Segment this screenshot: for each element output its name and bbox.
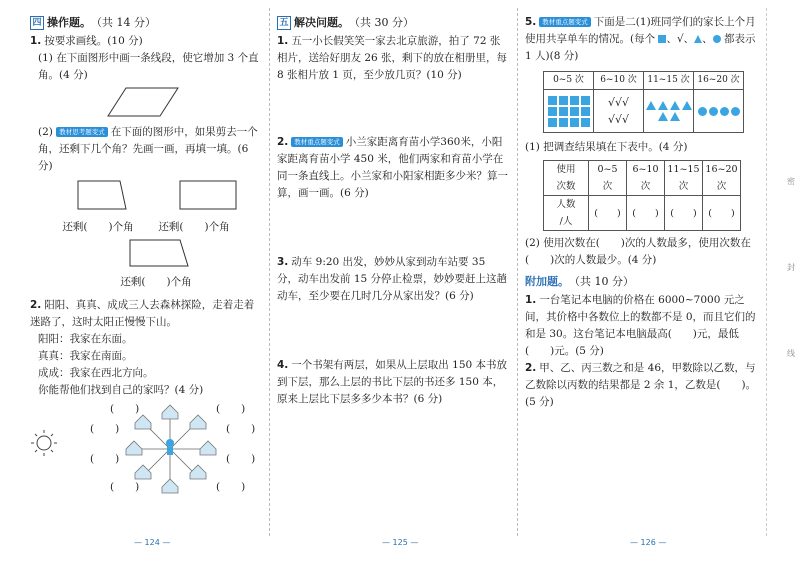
remaining-corners-row [30, 274, 262, 291]
section-points: （共 30 分） [349, 16, 414, 29]
square-icon [581, 107, 590, 116]
trapezoid-figure-3 [30, 236, 262, 268]
column-3 [525, 14, 757, 411]
dialogue-line: 成成：我家在西北方向。 [38, 367, 154, 379]
checks-group: √√√ √√√ [607, 96, 630, 126]
right-trapezoid-shape [78, 181, 126, 209]
binding-line [766, 8, 767, 536]
question-1: 1. 五一小长假笑笑一家去北京旅游，拍了 72 张相片，送给好朋友 26 张，剩下的放在相册里，每 8 张相片放 1 页，至少放几页？(10 分) [277, 35, 508, 81]
answer-blank[interactable]: ( ) [110, 481, 140, 493]
tag-badge: 教材重点题变式 [539, 17, 591, 27]
remaining-corners-row [30, 219, 262, 236]
bonus-title: 附加题。 [525, 275, 569, 288]
section-header [277, 14, 509, 31]
section-title: 解决问题。 [294, 16, 349, 29]
tag-badge: 教材思考题变式 [56, 127, 108, 137]
column-1 [30, 14, 262, 507]
sun-icon [31, 430, 57, 456]
table-cell [594, 90, 644, 133]
squares-group [546, 96, 592, 127]
column-divider [269, 8, 270, 536]
bonus-points: （共 10 分） [569, 275, 634, 288]
answer-cell[interactable]: ( ) [627, 196, 665, 231]
square-icon [548, 118, 557, 127]
section-number: 五 [277, 16, 291, 30]
square-icon [581, 118, 590, 127]
question-2: 2. 阳阳、真真、成成三人去森林探险，走着走着迷路了，这时太阳正慢慢下山。 [30, 299, 255, 328]
bonus-question-1: 1. 一台笔记本电脑的价格在 6000~7000 元之间，其价格中各数位上的数都不是 0，而且它们的和是 30。这台笔记本电脑最高( )元，最低( )元。(5 分) [525, 294, 756, 357]
row-label: 使用 次数 [544, 161, 589, 196]
house-icon [162, 479, 178, 493]
question-1-1: (1) 在下面图形中画一条线段，使它增加 3 个直角。(4 分) [38, 52, 259, 81]
parallelogram-shape [108, 88, 178, 116]
table-header: 0~5 次 [589, 161, 627, 196]
square-icon [559, 107, 568, 116]
question-5: 5. 教材重点题变式 下面是二(1)班同学们的家长上个月使用共享单车的情况。(每个 、√、 、 都表示 1 人)(8 分) [525, 16, 756, 62]
table-header: 11~15 次 [644, 72, 694, 90]
house-icon [126, 441, 142, 455]
question-3: 3. 动车 9:20 出发，妙妙从家到动车站要 35 分，动车出发前 15 分停止检票，妙妙要赶上这趟动车，至少要在几时几分从家出发？(6 分) [277, 256, 508, 302]
house-icon [135, 465, 151, 479]
answer-blank[interactable]: 还剩( )个角 [62, 221, 134, 233]
triangle-icon [682, 101, 692, 110]
section-header [30, 14, 262, 31]
table-header: 6~10 次 [627, 161, 665, 196]
table-header: 11~15 次 [665, 161, 703, 196]
section-points: （共 14 分） [91, 16, 156, 29]
square-icon [658, 35, 666, 43]
bonus-section-header [525, 273, 757, 290]
question-5-1: (1) 把调查结果填在下表中。(4 分) [525, 141, 688, 153]
binding-char: 封 [787, 263, 795, 272]
house-icon [200, 441, 216, 455]
table-header: 16~20 次 [694, 72, 744, 90]
square-icon [548, 107, 557, 116]
table-cell [644, 90, 694, 133]
row-label: 人数 /人 [544, 196, 589, 231]
binding-char: 线 [787, 349, 795, 358]
answer-blank[interactable]: ( ) [226, 423, 256, 435]
rectangle-shape [180, 181, 236, 209]
tally-table [543, 71, 744, 133]
question-4: 4. 一个书架有两层，如果从上层取出 150 本书放到下层，那么上层的书比下层的书还多 150 本，原来上层比下层多多少本书？(6 分) [277, 359, 508, 405]
circle-icon [731, 107, 740, 116]
tag-badge: 教材重点题变式 [291, 137, 343, 147]
triangle-icon [658, 101, 668, 110]
question-1-2: (2) 教材思考题变式 在下面的图形中，如果剪去一个角，还剩下几个角？先画一画，再填一填。(6 分) [38, 126, 258, 172]
triangles-group [646, 101, 692, 121]
answer-blank[interactable]: ( ) [90, 453, 120, 465]
children-icon [166, 439, 174, 455]
section-number: 四 [30, 16, 44, 30]
table-cell [694, 90, 744, 133]
triangle-icon [670, 101, 680, 110]
column-2 [277, 14, 509, 408]
square-icon [581, 96, 590, 105]
triangle-icon [658, 112, 668, 121]
answer-blank[interactable]: ( ) [216, 481, 246, 493]
triangle-icon [646, 101, 656, 110]
square-icon [559, 118, 568, 127]
table-header: 0~5 次 [544, 72, 594, 90]
dialogue-line: 阳阳：我家在东面。 [38, 333, 133, 345]
square-icon [570, 96, 579, 105]
circle-icon [698, 107, 707, 116]
square-icon [570, 107, 579, 116]
circle-icon [720, 107, 729, 116]
section-title: 操作题。 [47, 16, 91, 29]
bonus-question-2: 2. 甲、乙、丙三数之和是 46，甲数除以乙数，与乙数除以丙数的结果都是 2 余 1，乙数是( )。(5 分) [525, 362, 757, 408]
answer-cell[interactable]: ( ) [589, 196, 627, 231]
page-number: — 125 — [382, 538, 419, 547]
triangle-icon [670, 112, 680, 121]
answer-blank[interactable]: ( ) [110, 403, 140, 415]
house-icon [190, 465, 206, 479]
question-5-2: (2) 使用次数在( )次的人数最多，使用次数在( )次的人数最少。(4 分) [525, 237, 751, 266]
table-header: 16~20 次 [703, 161, 741, 196]
answer-cell[interactable]: ( ) [703, 196, 741, 231]
square-icon [548, 96, 557, 105]
question-1: 1. 按要求画线。(10 分) [30, 35, 143, 47]
houses-diagram [30, 399, 262, 507]
answer-blank[interactable]: ( ) [216, 403, 246, 415]
house-icon [190, 415, 206, 429]
answer-blank[interactable]: ( ) [90, 423, 120, 435]
page-number: — 126 — [630, 538, 667, 547]
parallelogram-figure [30, 84, 262, 118]
binding-char: 密 [787, 177, 795, 186]
answer-blank[interactable]: ( ) [226, 453, 256, 465]
house-icon [162, 405, 178, 419]
circle-icon [713, 35, 721, 43]
circle-icon [709, 107, 718, 116]
trapezoid-figures [30, 175, 262, 213]
dialogue-line: 真真：我家在南面。 [38, 350, 133, 362]
square-icon [570, 118, 579, 127]
question-2: 2. 教材重点题变式 小兰家距离育苗小学360米，小阳家距离育苗小学 450 米，他们两家和育苗小学在同一条直线上。小兰家和小阳家相距多少米？算一算，画一画。(6 分) [277, 136, 508, 199]
answer-blank[interactable]: 还剩( )个角 [120, 276, 192, 288]
column-divider [517, 8, 518, 536]
circles-group [696, 107, 742, 116]
table-cell [544, 90, 594, 133]
triangle-icon [694, 35, 702, 43]
answer-blank[interactable]: 还剩( )个角 [158, 221, 230, 233]
table-header: 6~10 次 [594, 72, 644, 90]
square-icon [559, 96, 568, 105]
result-table [543, 160, 741, 231]
answer-cell[interactable]: ( ) [665, 196, 703, 231]
question-prompt: 你能帮他们找到自己的家吗？(4 分) [38, 384, 204, 396]
page-number: — 124 — [134, 538, 171, 547]
trapezoid-shape [130, 240, 188, 266]
